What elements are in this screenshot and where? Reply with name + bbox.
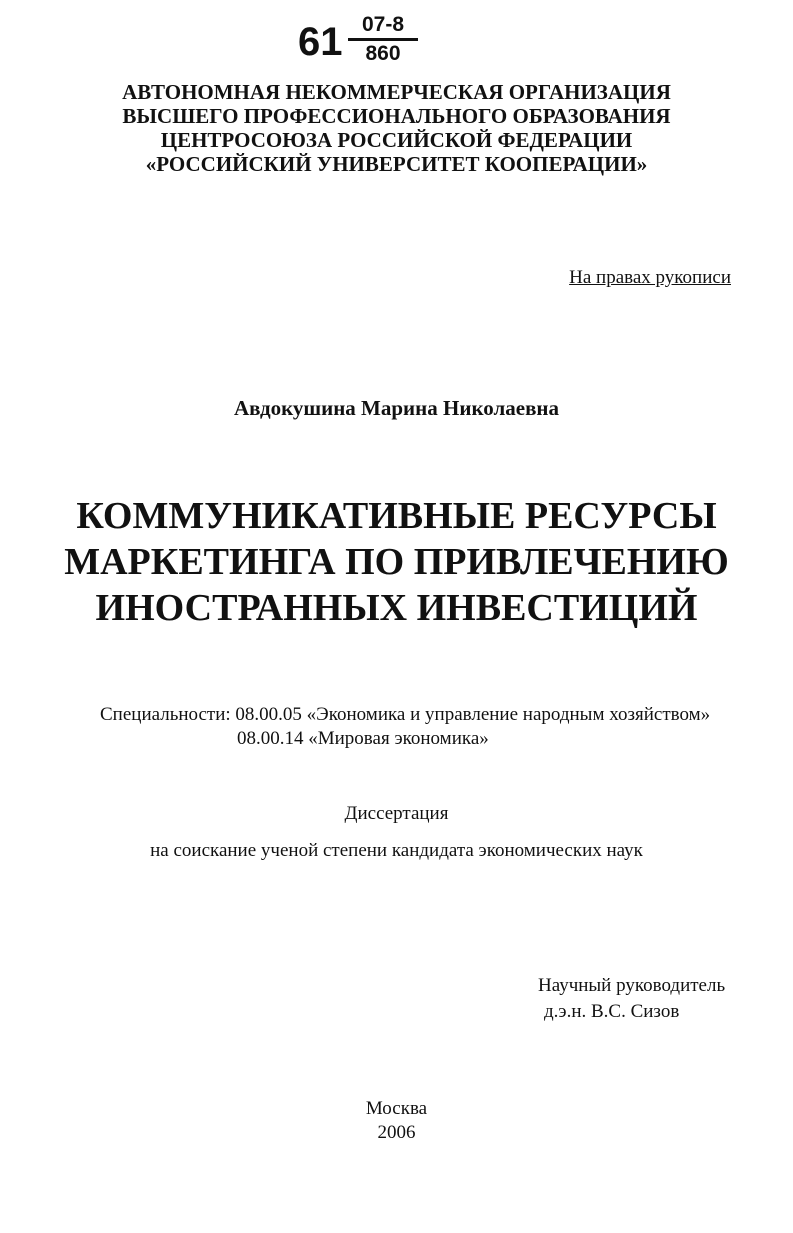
stamp-denominator: 860: [365, 42, 401, 65]
degree-statement: на соискание ученой степени кандидата экономических наук: [150, 840, 643, 861]
advisor-name: д.э.н. В.С. Сизов: [544, 1001, 680, 1022]
organization-line: ВЫСШЕГО ПРОФЕССИОНАЛЬНОГО ОБРАЗОВАНИЯ: [122, 104, 671, 128]
organization-line: ЦЕНТРОСОЮЗА РОССИЙСКОЙ ФЕДЕРАЦИИ: [160, 128, 633, 152]
stamp-numerator: 07-8: [361, 13, 405, 36]
dissertation-title: [0, 493, 793, 631]
scientific-advisor: [538, 973, 725, 1025]
stamp-fraction: [348, 14, 418, 65]
place-and-year: [0, 1097, 793, 1145]
organization-line: «РОССИЙСКИЙ УНИВЕРСИТЕТ КООПЕРАЦИИ»: [145, 152, 648, 176]
specialties: [100, 703, 710, 751]
stamp-fraction-bar: [348, 38, 418, 41]
author-name: Авдокушина Марина Николаевна: [233, 396, 560, 420]
year: 2006: [377, 1122, 416, 1143]
specialty-line-1: Специальности: 08.00.05 «Экономика и управление народным хозяйством»: [100, 704, 711, 725]
document-type: Диссертация: [344, 803, 449, 824]
title-line: КОММУНИКАТИВНЫЕ РЕСУРСЫ: [76, 495, 717, 537]
advisor-role: Научный руководитель: [538, 975, 726, 996]
specialty-line-2: 08.00.14 «Мировая экономика»: [237, 728, 489, 749]
organization-line: АВТОНОМНАЯ НЕКОММЕРЧЕСКАЯ ОРГАНИЗАЦИЯ: [122, 80, 671, 104]
manuscript-note: На правах рукописи: [569, 267, 731, 288]
title-line: ИНОСТРАННЫХ ИНВЕСТИЦИЙ: [95, 587, 698, 629]
organization-header: [0, 80, 793, 176]
title-line: МАРКЕТИНГА ПО ПРИВЛЕЧЕНИЮ: [64, 541, 729, 583]
stamp-main-number: 61: [298, 20, 343, 64]
city: Москва: [365, 1098, 428, 1119]
